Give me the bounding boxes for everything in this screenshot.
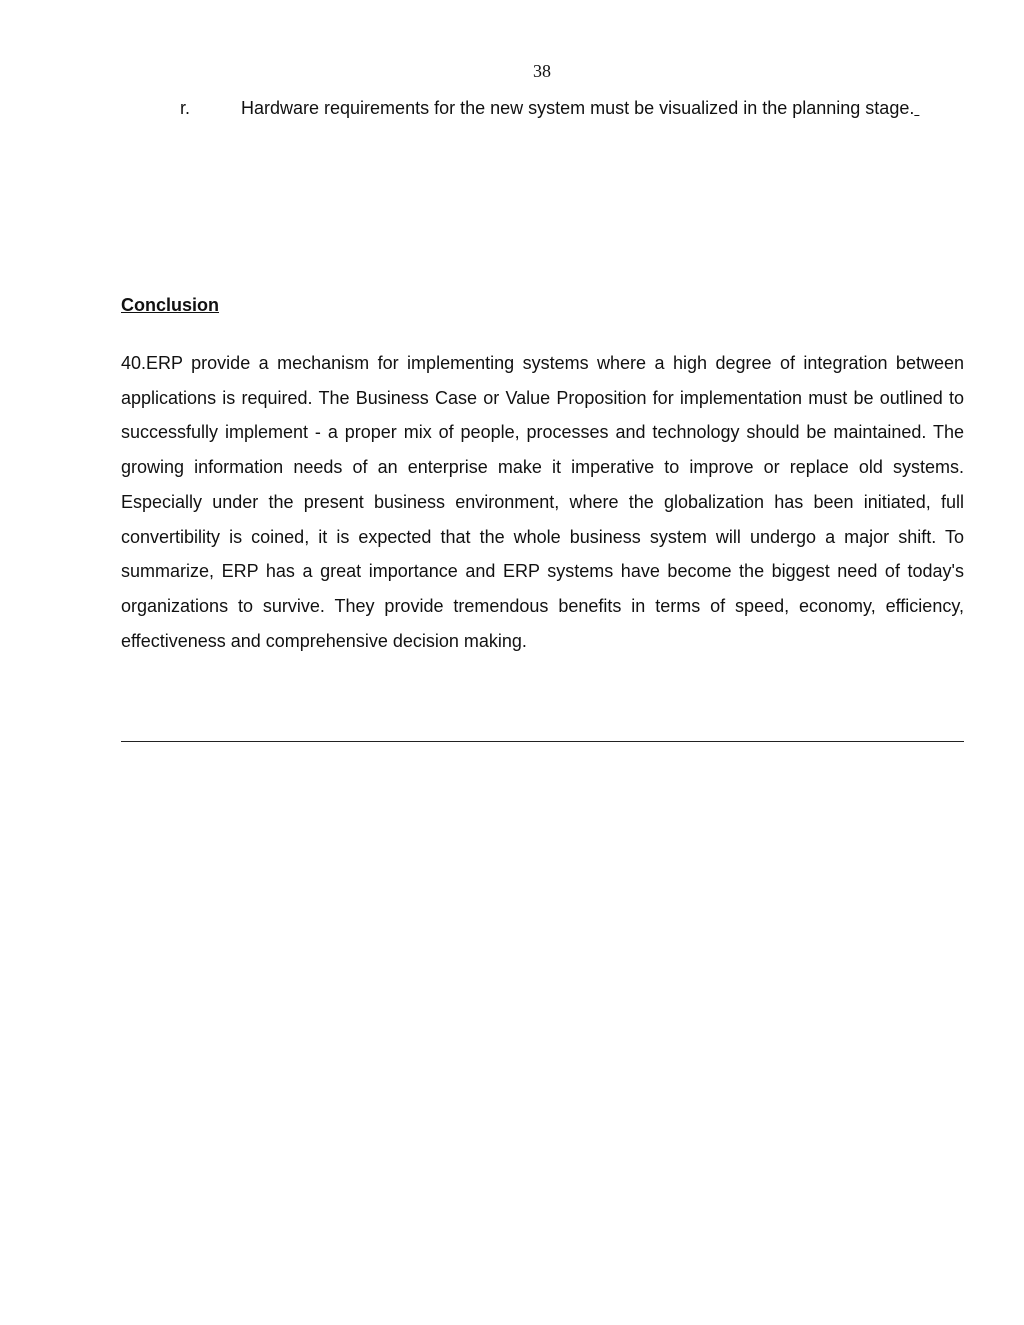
- list-marker: r.: [180, 98, 191, 118]
- list-item: [121, 91, 964, 126]
- trailing-underline: [914, 98, 919, 118]
- list-item-text: [241, 91, 964, 126]
- section-heading-conclusion: Conclusion: [121, 295, 219, 315]
- conclusion-paragraph: 40.ERP provide a mechanism for implementing systems where a high degree of integration between applications is required. The Business Case or Value Proposition for implementation must be outlined to successfully implement - a proper mix of people, processes and technology should be maintained. The growing information needs of an enterprise make it imperative to improve or replace old systems. Especially under the present business environment, where the globalization has been initiated, full convertibility is coined, it is expected that the whole business system will undergo a major shift. To summarize, ERP has a great importance and ERP systems have become the biggest need of today's organizations to survive. They provide tremendous benefits in terms of speed, economy, efficiency, effectiveness and comprehensive decision making.: [121, 353, 964, 651]
- list-item-body: Hardware requirements for the new system must be visualized in the planning stage.: [241, 98, 915, 118]
- page-number: 38: [533, 61, 551, 81]
- horizontal-rule: [121, 741, 964, 742]
